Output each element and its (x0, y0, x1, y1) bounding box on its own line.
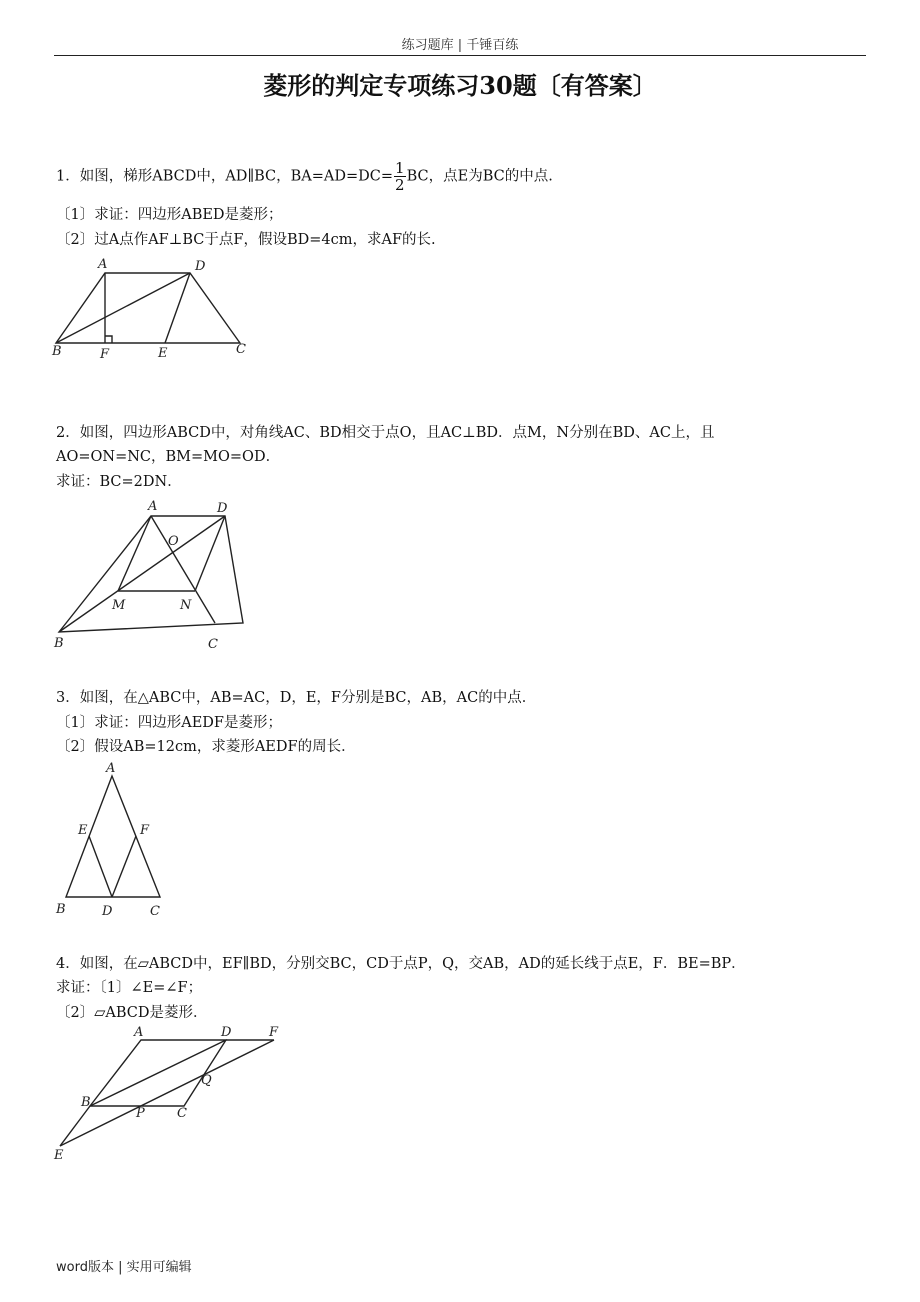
label-a: A (106, 761, 116, 776)
right-angle-mark (105, 336, 112, 343)
label-e: E (54, 1148, 64, 1162)
diagonal-bd (56, 273, 190, 343)
page-title: 菱形的判定专项练习30题〔有答案〕 (263, 71, 657, 100)
label-b: B (52, 344, 62, 359)
label-c: C (236, 342, 246, 357)
problem-4-figure (50, 1022, 290, 1162)
problem-1-figure (50, 255, 260, 365)
problem-3-part-1: 〔1〕求证：四边形AEDF是菱形； (56, 715, 282, 731)
segment-ed (89, 836, 112, 897)
problem-3-figure (50, 758, 180, 923)
problem-2-prove: 求证：BC=2DN． (56, 474, 182, 490)
problem-1-part-1: 〔1〕求证：四边形ABED是菱形； (56, 207, 283, 223)
label-f: F (269, 1025, 279, 1040)
label-c: C (177, 1106, 187, 1121)
label-q: Q (201, 1073, 212, 1088)
line-ef (60, 1040, 274, 1146)
extension-be (60, 1106, 90, 1146)
label-c: C (208, 637, 218, 652)
label-f: F (100, 347, 110, 362)
label-p: P (136, 1106, 145, 1121)
label-a: A (134, 1025, 144, 1040)
problem-3-part-2: 〔2〕假设AB=12cm，求菱形AEDF的周长． (56, 739, 356, 755)
label-b: B (54, 636, 64, 651)
problem-1-statement (56, 160, 553, 193)
fraction-one-half (394, 160, 406, 193)
label-f: F (140, 823, 150, 838)
label-d: D (102, 904, 113, 919)
label-a: A (148, 499, 158, 514)
label-d: D (221, 1025, 232, 1040)
page-footer: word版本 | 实用可编辑 (56, 1260, 192, 1275)
problem-4-statement: 4．如图，在▱ABCD中，EF∥BD，分别交BC，CD于点P，Q，交AB，AD的延长线于点E，F．BE=BP． (56, 956, 746, 972)
label-o: O (168, 534, 179, 549)
segment-df (112, 836, 136, 897)
problem-1-text-a: 1．如图，梯形ABCD中，AD∥BC，BA=AD=DC= (56, 168, 394, 185)
label-b: B (81, 1095, 91, 1110)
label-c: C (150, 904, 160, 919)
page-header: 练习题库 | 千锤百练 (401, 38, 519, 53)
problem-4-part-2: 〔2〕▱ABCD是菱形． (56, 1005, 208, 1021)
problem-4-part-1: 求证：〔1〕∠E=∠F； (56, 980, 203, 996)
label-e: E (158, 346, 168, 361)
quadrilateral-abcd (59, 516, 243, 632)
label-n: N (180, 598, 192, 613)
diagonal-bd (59, 516, 225, 632)
label-m: M (112, 598, 126, 613)
label-b: B (56, 902, 66, 917)
problem-2-statement: 2．如图，四边形ABCD中，对角线AC、BD相交于点O，且AC⊥BD．点M，N分别在BD、AC上，且 (56, 425, 715, 441)
fraction-denominator: 2 (395, 176, 405, 194)
header-divider (54, 55, 866, 56)
problem-1-text-b: BC，点E为BC的中点. (406, 168, 553, 185)
problem-2-figure (50, 495, 250, 655)
problem-3-statement: 3．如图，在△ABC中，AB=AC，D，E，F分别是BC，AB，AC的中点． (56, 690, 537, 706)
label-a: A (98, 257, 108, 272)
label-e: E (78, 823, 88, 838)
problem-2-condition: AO=ON=NC，BM=MO=OD． (56, 449, 281, 465)
trapezoid-abcd (56, 273, 240, 343)
label-d: D (195, 259, 206, 274)
fraction-numerator: 1 (395, 159, 405, 177)
problem-1-part-2: 〔2〕过A点作AF⊥BC于点F，假设BD=4cm，求AF的长. (56, 232, 436, 248)
label-d: D (217, 501, 228, 516)
